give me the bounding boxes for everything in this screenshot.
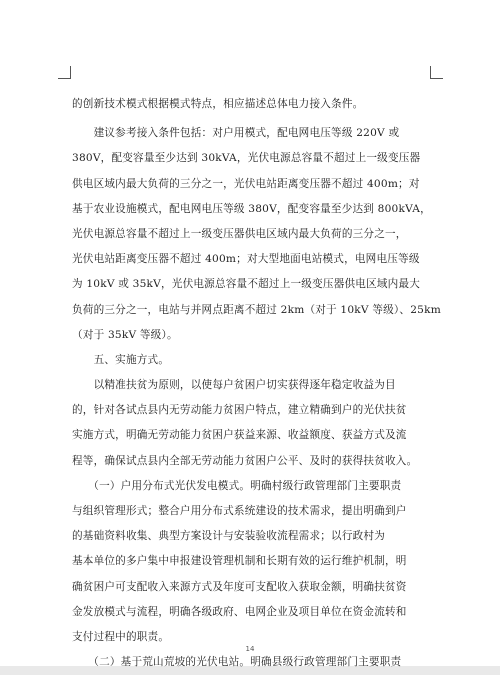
text-line: 光伏电源总容量不超过上一级变压器供电区域内最大负荷的三分之一，	[72, 227, 407, 240]
section-heading: 五、实施方式。	[72, 353, 170, 366]
text-line: 380V，配变容量至少达到 30kVA，光伏电源总容量不超过上一级变压器	[72, 152, 421, 165]
text-line: （二）基于荒山荒坡的光伏电站。明确县级行政管理部门主要职责	[72, 656, 402, 669]
crop-mark-top-right	[430, 66, 443, 79]
text-line: 建议参考接入条件包括：对户用模式，配电网电压等级 220V 或	[72, 127, 400, 140]
document-body	[72, 92, 444, 675]
text-line: 负荷的三分之一，电站与并网点距离不超过 2km（对于 10kV 等级）、25km	[72, 303, 441, 316]
text-line: 与组织管理形式；整合户用分布式系统建设的技术需求，提出明确到户	[72, 505, 407, 517]
text-line: （一）户用分布式光伏发电模式。明确村级行政管理部门主要职责	[72, 479, 402, 492]
text-line: 基于农业设施模式，配电网电压等级 380V，配变容量至少达到 800kVA，	[72, 202, 431, 215]
text-line: 金发放模式与流程，明确各级政府、电网企业及项目单位在资金流转和	[72, 605, 407, 618]
text-line: 供电区域内最大负荷的三分之一，光伏电站距离变压器不超过 400m；对	[72, 177, 420, 190]
text-line: 实施方式，明确无劳动能力贫困户获益来源、收益额度、获益方式及流	[72, 429, 407, 442]
crop-mark-top-left	[58, 66, 71, 79]
text-line: 程等，确保试点县内全部无劳动能力贫困户公平、及时的获得扶贫收入。	[72, 454, 418, 467]
text-line: 以精准扶贫为原则，以使每户贫困户切实获得逐年稳定收益为目	[72, 379, 396, 392]
text-line: 基本单位的多户集中申报建设管理机制和长期有效的运行维护机制，明	[72, 555, 407, 568]
text-line: （对于 35kV 等级）。	[72, 328, 178, 341]
text-line: 为 10kV 或 35kV，光伏电源总容量不超过上一级变压器供电区域内最大	[72, 278, 421, 291]
text-line: 支付过程中的职责。	[72, 630, 170, 643]
text-line: 的基础资料收集、典型方案设计与安装验收流程需求；以行政村为	[72, 530, 386, 543]
text-line: 光伏电站距离变压器不超过 400m；对大型地面电站模式，电网电压等级	[72, 253, 420, 266]
text-line: 的创新技术模式根据模式特点，相应描述总体电力接入条件。	[72, 98, 364, 110]
page-number: 14	[245, 645, 255, 653]
text-line: 确贫困户可支配收入来源方式及年度可支配收入获取金额，明确扶贫资	[72, 580, 407, 593]
text-line: 的，针对各试点县内无劳动能力贫困户特点，建立精确到户的光伏扶贫	[72, 404, 407, 417]
